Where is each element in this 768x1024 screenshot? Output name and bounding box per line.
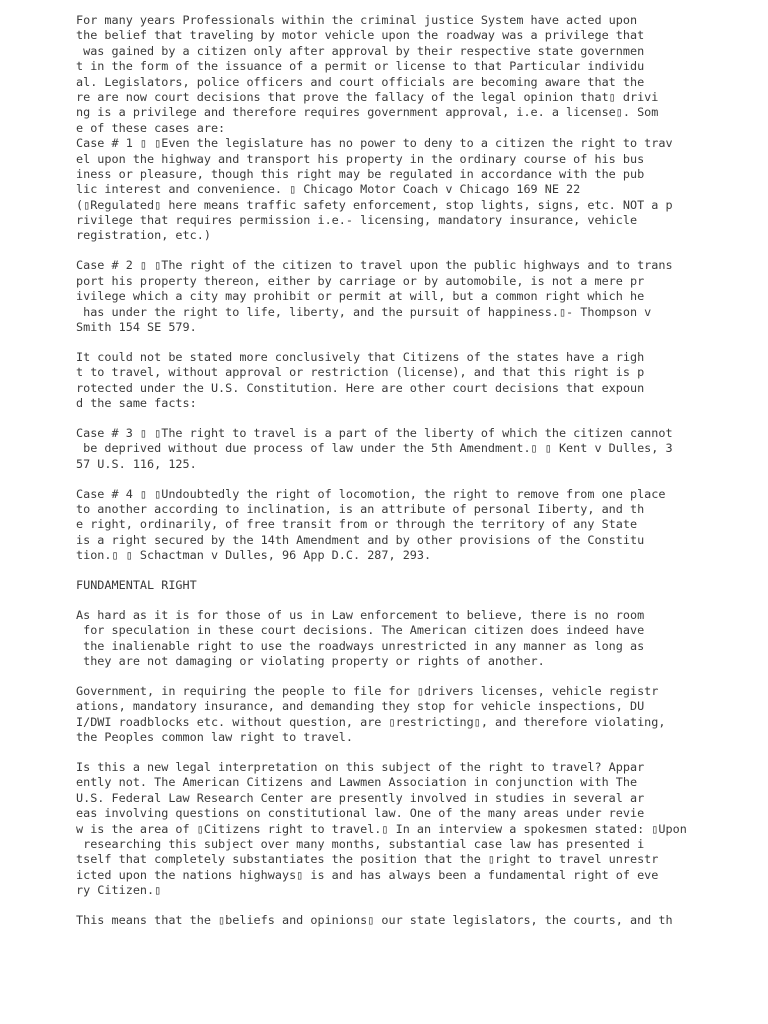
text-line: ry Citizen.▯ bbox=[76, 883, 162, 898]
text-line: e right, ordinarily, of free transit from or through the territory of any State bbox=[76, 517, 638, 532]
case-3-paragraph bbox=[76, 426, 756, 472]
law-enforcement-paragraph bbox=[76, 608, 756, 670]
document-page bbox=[76, 13, 756, 943]
text-line: ivilege which a city may prohibit or permit at will, but a common right which he bbox=[76, 289, 645, 304]
text-line: iness or pleasure, though this right may be regulated in accordance with the pub bbox=[76, 166, 645, 181]
text-line: be deprived without due process of law under the 5th Amendment.▯ ▯ Kent v Dulles, 3 bbox=[76, 441, 673, 456]
text-line: rotected under the U.S. Constitution. Here are other court decisions that expoun bbox=[76, 380, 645, 395]
text-line: eas involving questions on constitutional law. One of the many areas under revie bbox=[76, 806, 645, 821]
text-line: was gained by a citizen only after approval by their respective state governmen bbox=[76, 43, 645, 58]
text-line: lic interest and convenience. ▯ Chicago Motor Coach v Chicago 169 NE 22 bbox=[76, 182, 581, 197]
text-line: tion.▯ ▯ Schactman v Dulles, 96 App D.C. 287, 293. bbox=[76, 548, 432, 563]
intro-paragraph bbox=[76, 13, 756, 244]
text-line: al. Legislators, police officers and court officials are becoming aware that the bbox=[76, 74, 645, 89]
text-line: It could not be stated more conclusively that Citizens of the states have a righ bbox=[76, 349, 645, 364]
closing-paragraph bbox=[76, 913, 756, 928]
case-2-paragraph bbox=[76, 258, 756, 335]
text-line: Case # 1 ▯ ▯Even the legislature has no power to deny to a citizen the right to trav bbox=[76, 136, 673, 151]
conclusion-paragraph bbox=[76, 350, 756, 412]
text-line: For many years Professionals within the criminal justice System have acted upon bbox=[76, 13, 638, 27]
text-line: t in the form of the issuance of a permit or license to that Particular individu bbox=[76, 59, 645, 74]
text-line: port his property thereon, either by carriage or by automobile, is not a mere pr bbox=[76, 273, 645, 288]
text-line: Case # 3 ▯ ▯The right to travel is a part of the liberty of which the citizen cannot bbox=[76, 425, 673, 440]
text-line: I/DWI roadblocks etc. without question, are ▯restricting▯, and therefore violating, bbox=[76, 714, 666, 729]
text-line: researching this subject over many months, substantial case law has presented i bbox=[76, 836, 645, 851]
text-line: has under the right to life, liberty, and the pursuit of happiness.▯- Thompson v bbox=[76, 304, 652, 319]
text-line: tself that completely substantiates the position that the ▯right to travel unrestr bbox=[76, 852, 659, 867]
text-line: t to travel, without approval or restriction (license), and that this right is p bbox=[76, 365, 645, 380]
text-line: Government, in requiring the people to file for ▯drivers licenses, vehicle registr bbox=[76, 683, 659, 698]
text-line: Case # 2 ▯ ▯The right of the citizen to travel upon the public highways and to trans bbox=[76, 258, 673, 273]
text-line: ng is a privilege and therefore requires government approval, i.e. a license▯. Som bbox=[76, 105, 659, 120]
text-line: the belief that traveling by motor vehicle upon the roadway was a privilege that bbox=[76, 28, 645, 43]
text-line: e of these cases are: bbox=[76, 120, 226, 135]
text-line: Is this a new legal interpretation on this subject of the right to travel? Appar bbox=[76, 760, 645, 775]
text-line: Case # 4 ▯ ▯Undoubtedly the right of locomotion, the right to remove from one place bbox=[76, 486, 666, 501]
text-line: registration, etc.) bbox=[76, 228, 211, 243]
text-line: (▯Regulated▯ here means traffic safety enforcement, stop lights, signs, etc. NOT a p bbox=[76, 197, 673, 212]
text-line: for speculation in these court decisions. The American citizen does indeed have bbox=[76, 623, 645, 638]
text-line: As hard as it is for those of us in Law enforcement to believe, there is no room bbox=[76, 607, 645, 622]
case-4-paragraph bbox=[76, 487, 756, 564]
text-line: w is the area of ▯Citizens right to travel.▯ In an interview a spokesmen stated: ▯Upon bbox=[76, 821, 687, 836]
text-line: the inalienable right to use the roadways unrestricted in any manner as long as bbox=[76, 638, 645, 653]
text-line: is a right secured by the 14th Amendment and by other provisions of the Constitu bbox=[76, 532, 645, 547]
heading-line: FUNDAMENTAL RIGHT bbox=[76, 578, 197, 592]
text-line: el upon the highway and transport his property in the ordinary course of his bus bbox=[76, 151, 645, 166]
text-line: re are now court decisions that prove the fallacy of the legal opinion that▯ drivi bbox=[76, 89, 659, 104]
text-line: ations, mandatory insurance, and demanding they stop for vehicle inspections, DU bbox=[76, 699, 645, 714]
text-line: This means that the ▯beliefs and opinions▯ our state legislators, the courts, and th bbox=[76, 913, 673, 928]
text-line: the Peoples common law right to travel. bbox=[76, 730, 353, 745]
section-heading bbox=[76, 578, 756, 593]
text-line: 57 U.S. 116, 125. bbox=[76, 456, 197, 471]
text-line: icted upon the nations highways▯ is and has always been a fundamental right of eve bbox=[76, 867, 659, 882]
text-line: to another according to inclination, is an attribute of personal Iiberty, and th bbox=[76, 501, 645, 516]
text-line: U.S. Federal Law Research Center are presently involved in studies in several ar bbox=[76, 790, 645, 805]
text-line: d the same facts: bbox=[76, 395, 197, 410]
text-line: Smith 154 SE 579. bbox=[76, 319, 197, 334]
text-line: they are not damaging or violating property or rights of another. bbox=[76, 654, 545, 669]
text-line: rivilege that requires permission i.e.- licensing, mandatory insurance, vehicle bbox=[76, 213, 638, 228]
government-paragraph bbox=[76, 684, 756, 746]
interpretation-paragraph bbox=[76, 760, 756, 899]
text-line: ently not. The American Citizens and Lawmen Association in conjunction with The bbox=[76, 775, 638, 790]
